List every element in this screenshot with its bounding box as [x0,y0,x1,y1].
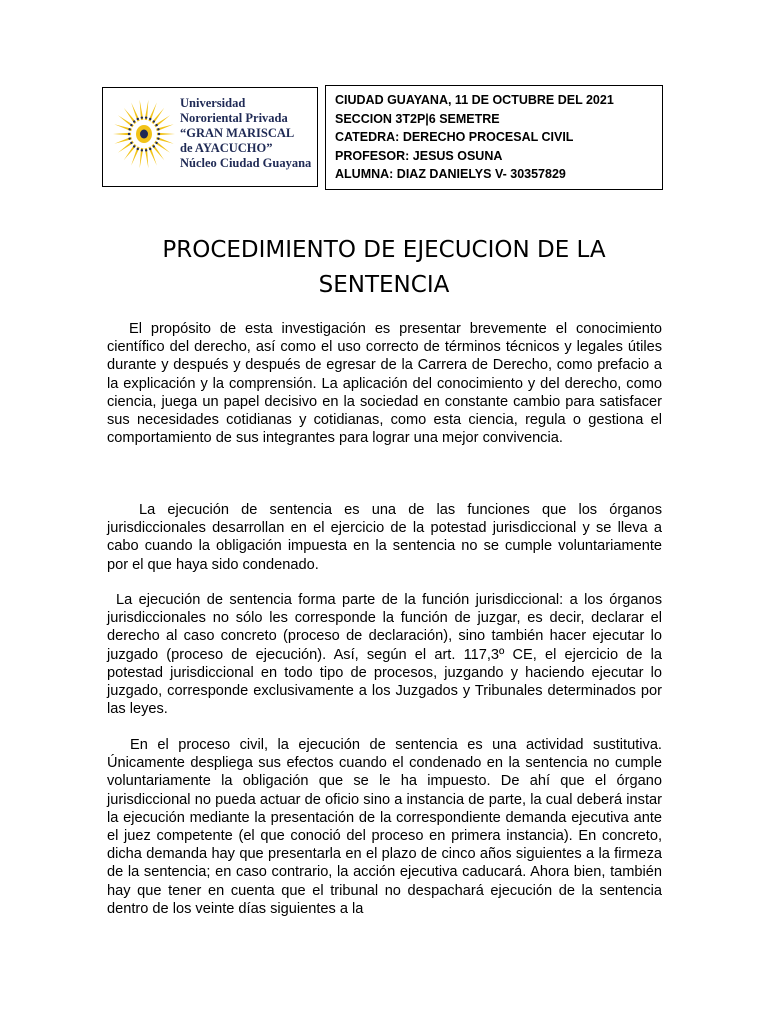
title-line: SENTENCIA [318,272,450,298]
university-logo-box [102,87,318,187]
emblem-dot [155,124,157,126]
paragraph-definition: La ejecución de sentencia es una de las funciones que los órganos jurisdiccionales desarrollan en el ejercicio de la potestad jurisdiccional y se lleva a cabo cuando la obligación impuesta en la sentencia no se cumple voluntariamente por el que haya sido condenado. [107,502,662,573]
paragraph-jurisdiction: La ejecución de sentencia forma parte de la función jurisdiccional: a los órganos jurisdiccionales no sólo les corresponde la función de juzgar, es decir, declarar el derecho al caso concreto (proceso de declaración), sino también hacer ejecutar lo juzgado (proceso de ejecución). Así, según el art. 117,3º CE, el ejercicio de la potestad jurisdiccional en todo tipo de procesos, juzgando y haciendo ejecutar lo juzgado, corresponde exclusivamente a los Juzgados y Tribunales determinados por las leyes. [107,592,662,718]
university-name [180,96,316,171]
emblem-dot [153,145,155,147]
logo-line: Núcleo Ciudad Guayana [180,156,312,170]
paragraph-civil-process: En el proceso civil, la ejecución de sentencia es una actividad sustitutiva. Únicamente despliega sus efectos cuando el condenado en la sentencia no cumple voluntariamente la obligación que se le ha impuesto. De ahí que el órgano jurisdiccional no pueda actuar de oficio sino a instancia de parte, la cual deberá instar la ejecución mediante la presentación de la correspondiente demanda ejecutiva ante el juez competente (el que conoció del proceso en primera instancia). En concreto, dicha demanda hay que presentarla en el plazo de cinco años siguientes a la firmeza de la sentencia; en caso contrario, la acción ejecutiva caducará. Ahora bien, también hay que tener en cuenta que el tribunal no despachará ejecución de la sentencia dentro de los veinte días siguientes a la [107,737,662,917]
emblem-dot [130,124,132,126]
emblem-dot [133,145,135,147]
emblem-dot [157,137,159,139]
emblem-dot [141,116,143,118]
emblem-dot [157,128,159,130]
logo-line: “GRAN MARISCAL [180,126,295,140]
emblem-dot [130,142,132,144]
emblem-dot [145,116,147,118]
emblem-dot [145,149,147,151]
info-course: CATEDRA: DERECHO PROCESAL CIVIL [335,130,574,144]
emblem-dot [158,133,160,135]
university-emblem-icon [111,97,177,171]
emblem-dot [128,128,130,130]
emblem-dot [128,137,130,139]
emblem-dot [155,142,157,144]
logo-line: Universidad [180,96,246,110]
logo-line: de AYACUCHO” [180,141,273,155]
info-professor: PROFESOR: JESUS OSUNA [335,148,503,163]
emblem-dot [149,148,151,150]
title-line: PROCEDIMIENTO DE EJECUCION DE LA [162,237,606,263]
emblem-dot [128,133,130,135]
emblem-dot [133,120,135,122]
emblem-dot [141,149,143,151]
document-title [100,233,668,303]
emblem-dot [153,120,155,122]
logo-line: Nororiental Privada [180,111,288,125]
info-date: CIUDAD GUAYANA, 11 DE OCTUBRE DEL 2021 [335,93,614,107]
info-section: SECCION 3T2P|6 SEMETRE [335,111,500,126]
emblem-dot [137,148,139,150]
paragraph-intro: El propósito de esta investigación es presentar brevemente el conocimiento científico del derecho, así como el uso correcto de términos técnicos y legales útiles durante y después y después de egresar de la Carrera de Derecho, como prefacio a la explicación y la comprensión. La aplicación del conocimiento y del derecho, como ciencia, juega un papel decisivo en la sociedad en constante cambio para satisfacer sus necesidades cotidianas y cotidianas, como esta ciencia, regula o gestiona el comportamiento de sus integrantes para lograr una mejor convivencia. [107,321,662,447]
student-info-box [325,85,663,190]
emblem-dot [149,118,151,120]
info-student: ALUMNA: DIAZ DANIELYS V- 30357829 [335,167,566,181]
emblem-dot [137,118,139,120]
